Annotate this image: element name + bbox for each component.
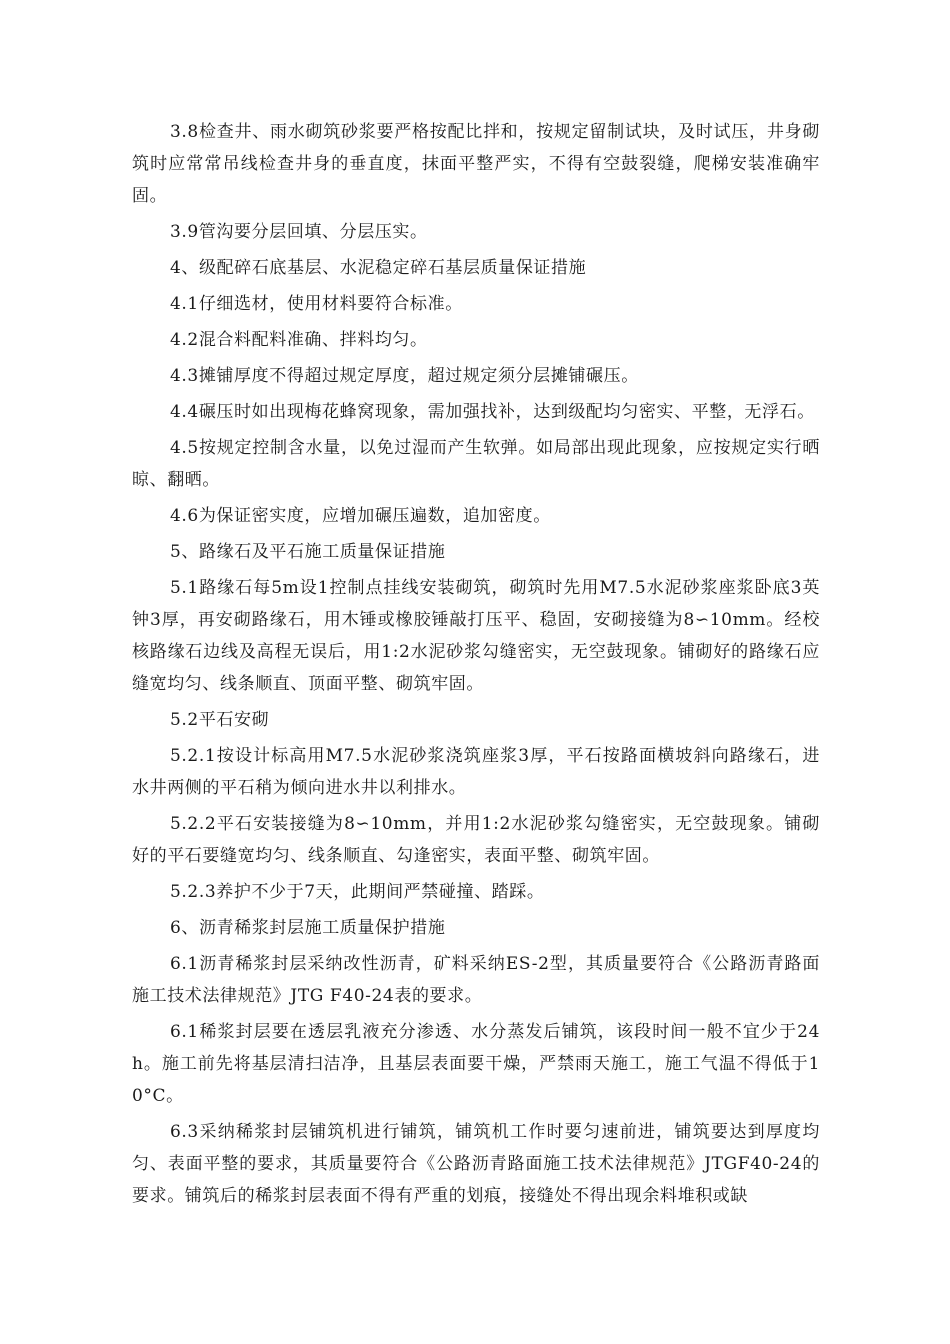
paragraph-4-2: 4.2混合料配料准确、拌料均匀。	[170, 330, 428, 350]
paragraph-6-1a: 6.1沥青稀浆封层采纳改性沥青，矿料采纳ES-2型，其质量要符合《公路沥青路面施工技术法律规范》JTG F40-24表的要求。	[132, 954, 820, 1006]
paragraph-3-8: 3.8检查井、雨水砌筑砂浆要严格按配比拌和，按规定留制试块，及时试压，井身砌筑时应常常吊线检查井身的垂直度，抹面平整严实，不得有空鼓裂缝，爬梯安装准确牢固。	[132, 122, 820, 206]
paragraph-3-9: 3.9管沟要分层回填、分层压实。	[170, 222, 428, 242]
paragraph-5-1: 5.1路缘石每5m设1控制点挂线安装砌筑，砌筑时先用M7.5水泥砂浆座浆卧底3英钟3厚，再安砌路缘石，用木锤或橡胶锤敲打压平、稳固，安砌接缝为8∽10mm。经校核路缘石边线及高程无误后，用1:2水泥砂浆勾缝密实，无空鼓现象。铺砌好的路缘石应缝宽均匀、线条顺直、顶面平整、砌筑牢固。	[132, 578, 820, 694]
document-body	[132, 116, 820, 1214]
paragraph-5-2: 5.2平石安砌	[170, 710, 270, 730]
paragraph-4-1: 4.1仔细选材，使用材料要符合标准。	[170, 294, 463, 314]
paragraph-6-1b: 6.1稀浆封层要在透层乳液充分渗透、水分蒸发后铺筑，该段时间一般不宜少于24h。施工前先将基层清扫洁净，且基层表面要干燥，严禁雨天施工，施工气温不得低于10°C。	[132, 1022, 820, 1106]
paragraph-5-2-2: 5.2.2平石安装接缝为8∽10mm，并用1:2水泥砂浆勾缝密实，无空鼓现象。铺砌好的平石要缝宽均匀、线条顺直、勾逢密实，表面平整、砌筑牢固。	[132, 814, 820, 866]
paragraph-4-4: 4.4碾压时如出现梅花蜂窝现象，需加强找补，达到级配均匀密实、平整，无浮石。	[170, 402, 815, 422]
paragraph-5-2-3: 5.2.3养护不少于7天，此期间严禁碰撞、踏踩。	[170, 882, 545, 902]
section-heading-6: 6、沥青稀浆封层施工质量保护措施	[170, 918, 446, 938]
paragraph-4-6: 4.6为保证密实度，应增加碾压遍数，追加密度。	[170, 506, 551, 526]
paragraph-4-3: 4.3摊铺厚度不得超过规定厚度，超过规定须分层摊铺碾压。	[170, 366, 639, 386]
paragraph-6-3: 6.3采纳稀浆封层铺筑机进行铺筑，铺筑机工作时要匀速前进，铺筑要达到厚度均匀、表面平整的要求，其质量要符合《公路沥青路面施工技术法律规范》JTGF40-24的要求。铺筑后的稀浆封层表面不得有严重的划痕，接缝处不得出现余料堆积或缺	[132, 1122, 820, 1206]
section-heading-4: 4、级配碎石底基层、水泥稳定碎石基层质量保证措施	[170, 258, 587, 278]
paragraph-5-2-1: 5.2.1按设计标高用M7.5水泥砂浆浇筑座浆3厚，平石按路面横坡斜向路缘石，进水井两侧的平石稍为倾向进水井以利排水。	[132, 746, 820, 798]
section-heading-5: 5、路缘石及平石施工质量保证措施	[170, 542, 446, 562]
paragraph-4-5: 4.5按规定控制含水量，以免过湿而产生软弹。如局部出现此现象，应按规定实行晒晾、翻晒。	[132, 438, 820, 490]
